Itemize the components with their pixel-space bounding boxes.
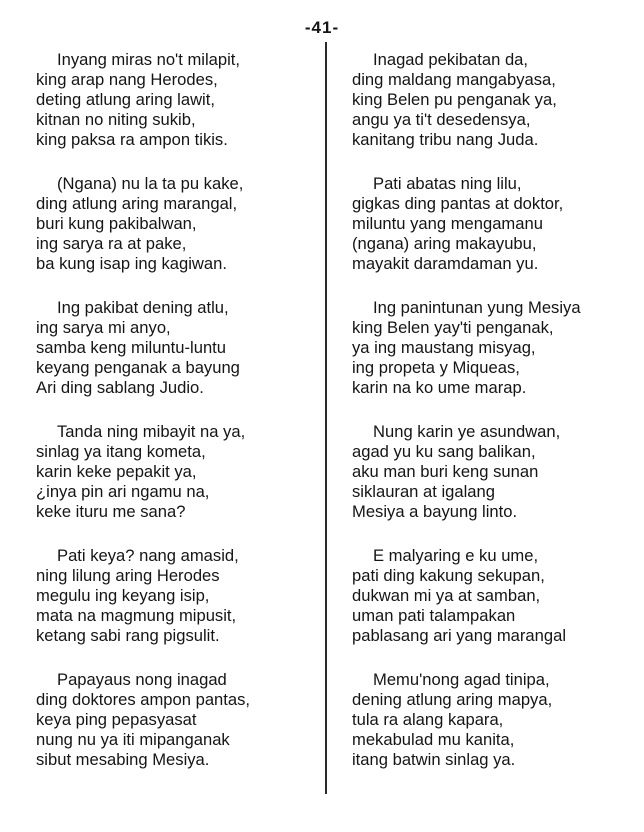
verse-line: aku man buri keng sunan [352,462,539,481]
stanza [36,422,318,546]
verse-line: king arap nang Herodes, [36,70,218,89]
verse-line: karin keke pepakit ya, [36,462,197,481]
verse-line: (ngana) aring makayubu, [352,234,537,253]
verse-line: pablasang ari yang marangal [352,626,567,645]
verse-line: dukwan mi ya at samban, [352,586,541,605]
verse-line: pati ding kakung sekupan, [352,566,545,585]
verse-line: Pati keya? nang amasid, [57,546,239,565]
verse-line: Inagad pekibatan da, [373,50,529,69]
right-column [352,50,642,794]
stanza [36,670,318,794]
verse-line: Mesiya a bayung linto. [352,502,518,521]
verse-line: siklauran at igalang [352,482,495,501]
verse-line: deting atlung aring lawit, [36,90,215,109]
stanza [36,546,318,670]
verse-line: mayakit daramdaman yu. [352,254,539,273]
verse-line: samba keng miluntu-luntu [36,338,227,357]
stanza [352,422,642,546]
verse-line: ba kung isap ing kagiwan. [36,254,227,273]
verse-line: dening atlung aring mapya, [352,690,553,709]
stanza [352,174,642,298]
verse-line: keyang penganak a bayung [36,358,240,377]
verse-line: king Belen yay'ti penganak, [352,318,554,337]
verse-line: itang batwin sinlag ya. [352,750,516,769]
stanza [36,298,318,422]
verse-line: mekabulad mu kanita, [352,730,515,749]
stanza [36,174,318,298]
stanza [352,546,642,670]
verse-line: Ing panintunan yung Mesiya [373,298,581,317]
verse-line: E malyaring e ku ume, [373,546,539,565]
verse-line: Ing pakibat dening atlu, [57,298,229,317]
verse-line: ding maldang mangabyasa, [352,70,556,89]
stanza [36,50,318,174]
verse-line: gigkas ding pantas at doktor, [352,194,564,213]
verse-line: ing propeta y Miqueas, [352,358,520,377]
verse-line: mata na magmung mipusit, [36,606,237,625]
verse-line: sinlag ya itang kometa, [36,442,206,461]
verse-line: ding atlung aring marangal, [36,194,238,213]
verse-line: megulu ing keyang isip, [36,586,210,605]
verse-line: buri kung pakibalwan, [36,214,197,233]
verse-line: Papayaus nong inagad [57,670,227,689]
verse-line: kitnan no niting sukib, [36,110,196,129]
verse-line: keke ituru me sana? [36,502,186,521]
stanza [352,670,642,794]
column-divider [325,42,327,794]
verse-line: ing sarya ra at pake, [36,234,187,253]
verse-line: nung nu ya iti mipanganak [36,730,230,749]
verse-line: ing sarya mi anyo, [36,318,171,337]
verse-line: karin na ko ume marap. [352,378,527,397]
verse-line: king Belen pu penganak ya, [352,90,557,109]
verse-line: ketang sabi rang pigsulit. [36,626,220,645]
verse-line: king paksa ra ampon tikis. [36,130,228,149]
verse-line: agad yu ku sang balikan, [352,442,536,461]
verse-line: Inyang miras no't milapit, [57,50,241,69]
verse-line: miluntu yang mengamanu [352,214,543,233]
verse-line: Nung karin ye asundwan, [373,422,561,441]
verse-line: sibut mesabing Mesiya. [36,750,210,769]
stanza [352,50,642,174]
verse-line: Memu'nong agad tinipa, [373,670,550,689]
verse-line: angu ya ti't desedensya, [352,110,531,129]
verse-line: ya ing maustang misyag, [352,338,536,357]
left-column [36,50,318,794]
verse-line: (Ngana) nu la ta pu kake, [57,174,244,193]
verse-line: Pati abatas ning lilu, [373,174,522,193]
verse-line: kanitang tribu nang Juda. [352,130,539,149]
stanza [352,298,642,422]
verse-line: uman pati talampakan [352,606,516,625]
verse-line: Ari ding sablang Judio. [36,378,204,397]
page-number: -41- [304,18,340,37]
verse-line: ning lilung aring Herodes [36,566,220,585]
verse-line: keya ping pepasyasat [36,710,197,729]
verse-line: ¿inya pin ari ngamu na, [36,482,210,501]
verse-line: Tanda ning mibayit na ya, [57,422,246,441]
verse-line: ding doktores ampon pantas, [36,690,251,709]
verse-line: tula ra alang kapara, [352,710,504,729]
